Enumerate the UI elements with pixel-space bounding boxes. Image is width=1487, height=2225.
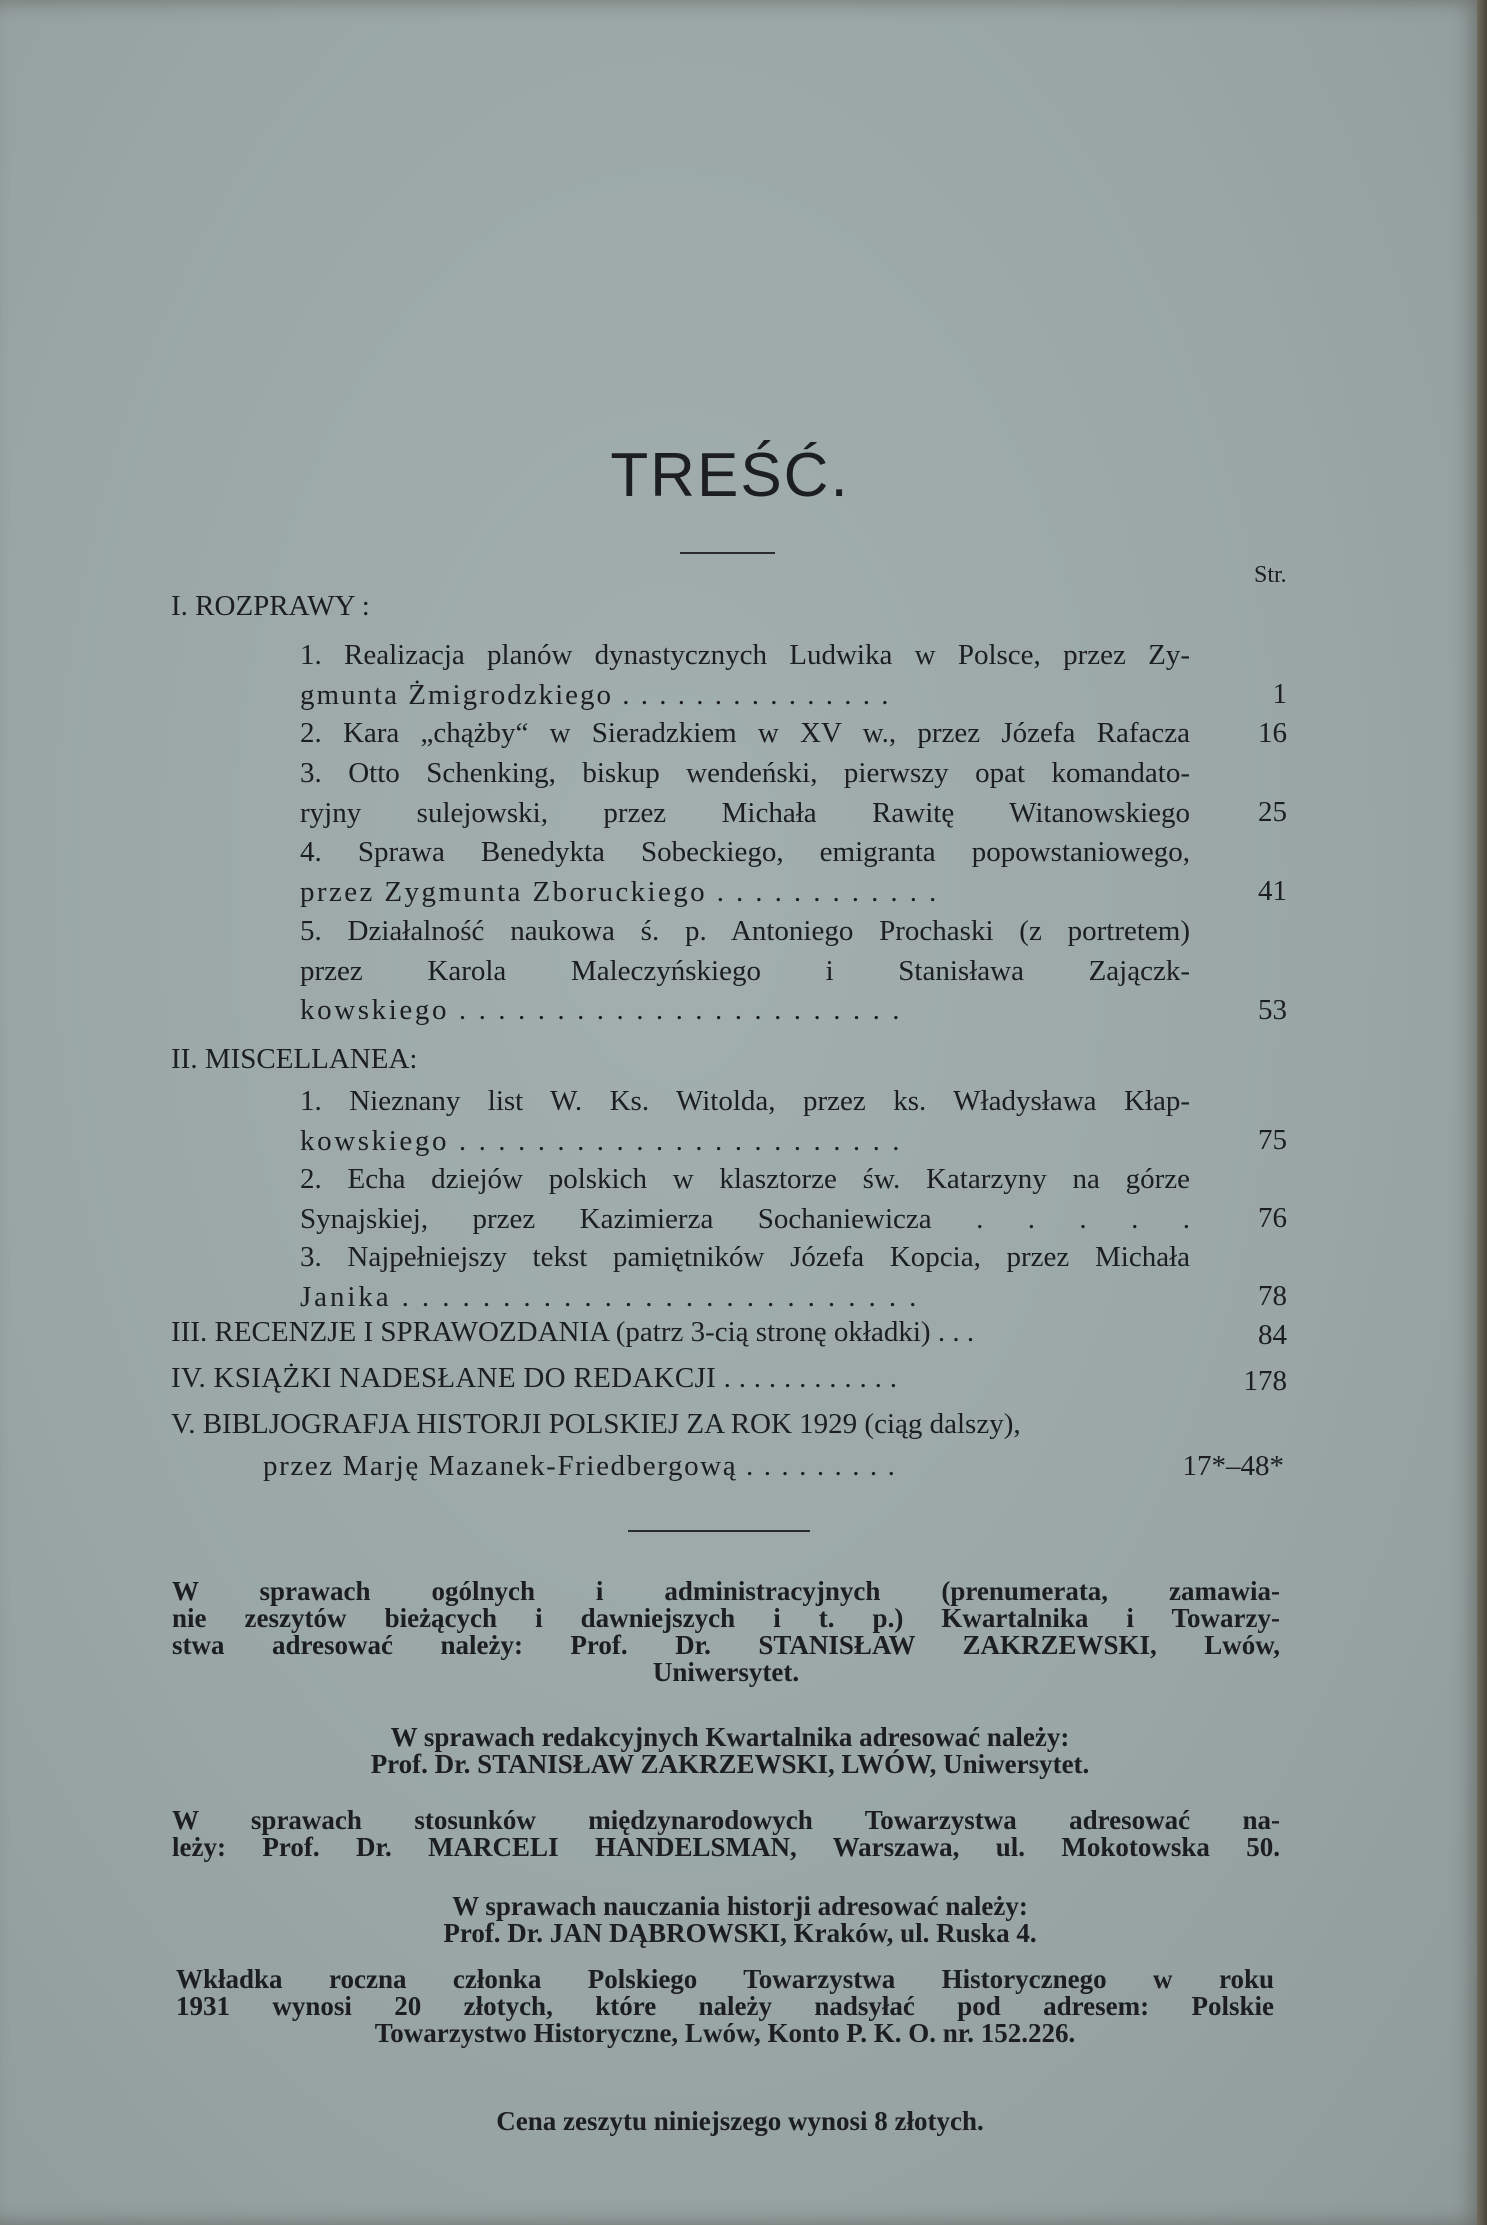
section-heading-ksiazki: IV. KSIĄŻKI NADESŁANE DO REDAKCJI . . . . . . . . . . . .	[171, 1362, 898, 1394]
toc-entry-line: 3. Najpełniejszy tekst pamiętników Józefa Kopcia, przez Michała	[300, 1241, 1190, 1273]
info-line: W sprawach redakcyjnych Kwartalnika adresować należy:	[390, 1722, 1070, 1752]
info-line: Prof. Dr. STANISŁAW ZAKRZEWSKI, LWÓW, Uniwersytet.	[370, 1749, 1090, 1779]
toc-entry-line: 1. Nieznany list W. Ks. Witolda, przez ks. Władysława Kłap-	[300, 1085, 1190, 1117]
info-line: W sprawach nauczania historji adresować należy:	[452, 1891, 1028, 1921]
toc-page-number: 1	[1272, 678, 1287, 710]
toc-entry-line: 2. Echa dziejów polskich w klasztorze św. Katarzyny na górze	[300, 1163, 1190, 1195]
info-line: W sprawach ogólnych i administracyjnych (prenumerata, zamawia-	[172, 1576, 1280, 1606]
section-heading-bibliografia: V. BIBLJOGRAFJA HISTORJI POLSKIEJ ZA ROK 1929 (ciąg dalszy),	[171, 1408, 1021, 1440]
toc-entry	[300, 1160, 1190, 1239]
toc-entry	[300, 754, 1190, 833]
toc-entry-line: przez Zygmunta Zboruckiego . . . . . . . . . . . .	[300, 875, 939, 908]
info-line: nie zeszytów bieżących i dawniejszych i t. p.) Kwartalnika i Towarzy-	[172, 1603, 1280, 1633]
toc-page-number: 178	[1243, 1365, 1287, 1397]
page-title: TREŚĆ.	[610, 441, 850, 510]
toc-entry-line: kowskiego . . . . . . . . . . . . . . . . . . . . . . .	[300, 1124, 903, 1157]
title-divider	[680, 552, 775, 554]
contact-paragraph-general	[172, 1578, 1280, 1686]
toc-page-number: 84	[1258, 1319, 1287, 1351]
toc-entry-line: 5. Działalność naukowa ś. p. Antoniego Prochaski (z portretem)	[300, 915, 1190, 947]
book-spine-edge	[1477, 0, 1487, 2225]
toc-entry-line: 1. Realizacja planów dynastycznych Ludwika w Polsce, przez Zy-	[300, 639, 1190, 671]
info-line: Wkładka roczna członka Polskiego Towarzystwa Historycznego w roku	[176, 1964, 1274, 1994]
page-column-label: Str.	[1254, 562, 1287, 588]
toc-page-number: 41	[1258, 875, 1287, 907]
membership-fee-paragraph	[176, 1966, 1274, 2047]
price-note	[300, 2108, 1180, 2135]
info-line: stwa adresować należy: Prof. Dr. STANISŁAW ZAKRZEWSKI, Lwów,	[172, 1630, 1280, 1660]
info-line: Towarzystwo Historyczne, Lwów, Konto P. K. O. nr. 152.226.	[374, 2018, 1076, 2048]
toc-entry-line: kowskiego . . . . . . . . . . . . . . . . . . . . . . .	[300, 994, 903, 1026]
contact-paragraph-editorial	[240, 1724, 1220, 1778]
contact-paragraph-international	[172, 1807, 1280, 1861]
toc-entry-line: przez Marję Mazanek-Friedbergową . . . . . . . . .	[263, 1450, 897, 1482]
toc-entry-line: przez Karola Maleczyńskiego i Stanisława Zajączk-	[300, 954, 1190, 987]
toc-entry	[300, 636, 1190, 715]
info-line: 1931 wynosi 20 złotych, które należy nadsyłać pod adresem: Polskie	[176, 1991, 1274, 2021]
toc-entry-line: 2. Kara „chążby“ w Sieradzkiem w XV w., przez Józefa Rafacza	[300, 717, 1190, 749]
section-heading-miscellanea: II. MISCELLANEA:	[171, 1043, 418, 1075]
toc-page-number: 78	[1258, 1280, 1287, 1312]
toc-entry-line: ryjny sulejowski, przez Michała Rawitę Witanowskiego	[300, 796, 1190, 829]
info-line: W sprawach stosunków międzynarodowych Towarzystwa adresować na-	[172, 1805, 1280, 1835]
toc-page-number: 25	[1258, 796, 1287, 828]
toc-entry-line: gmunta Żmigrodzkiego . . . . . . . . . . . . . . .	[300, 678, 891, 711]
section-heading-rozprawy: I. ROZPRAWY :	[171, 590, 370, 622]
toc-entry-line: Synajskiej, przez Kazimierza Sochaniewicza . . . . .	[300, 1202, 1190, 1235]
section-heading-recenzje: III. RECENZJE I SPRAWOZDANIA (patrz 3-cią stronę okładki) . . .	[171, 1316, 975, 1348]
section-divider	[628, 1530, 810, 1532]
info-line: Uniwersytet.	[652, 1657, 800, 1687]
info-line: Cena zeszytu niniejszego wynosi 8 złotych.	[496, 2106, 984, 2136]
toc-entry	[300, 1082, 1190, 1161]
toc-entry	[300, 833, 1190, 912]
toc-entry-line: 3. Otto Schenking, biskup wendeński, pierwszy opat komandato-	[300, 757, 1190, 789]
toc-page-number: 75	[1258, 1124, 1287, 1156]
toc-entry-line: 4. Sprawa Benedykta Sobeckiego, emigranta popowstaniowego,	[300, 836, 1190, 868]
toc-page-number: 16	[1258, 717, 1287, 749]
contact-paragraph-teaching	[300, 1893, 1180, 1947]
toc-page-number: 17*–48*	[1182, 1450, 1284, 1482]
toc-entry	[300, 912, 1190, 1031]
toc-page-number: 53	[1258, 994, 1287, 1026]
toc-entry-line: Janika . . . . . . . . . . . . . . . . . . . . . . . . . .	[300, 1280, 920, 1313]
toc-entry	[300, 714, 1190, 754]
info-line: leży: Prof. Dr. MARCELI HANDELSMAN, Warszawa, ul. Mokotowska 50.	[172, 1832, 1280, 1862]
toc-entry	[300, 1238, 1190, 1317]
info-line: Prof. Dr. JAN DĄBROWSKI, Kraków, ul. Ruska 4.	[443, 1918, 1037, 1948]
toc-page-number: 76	[1258, 1202, 1287, 1234]
